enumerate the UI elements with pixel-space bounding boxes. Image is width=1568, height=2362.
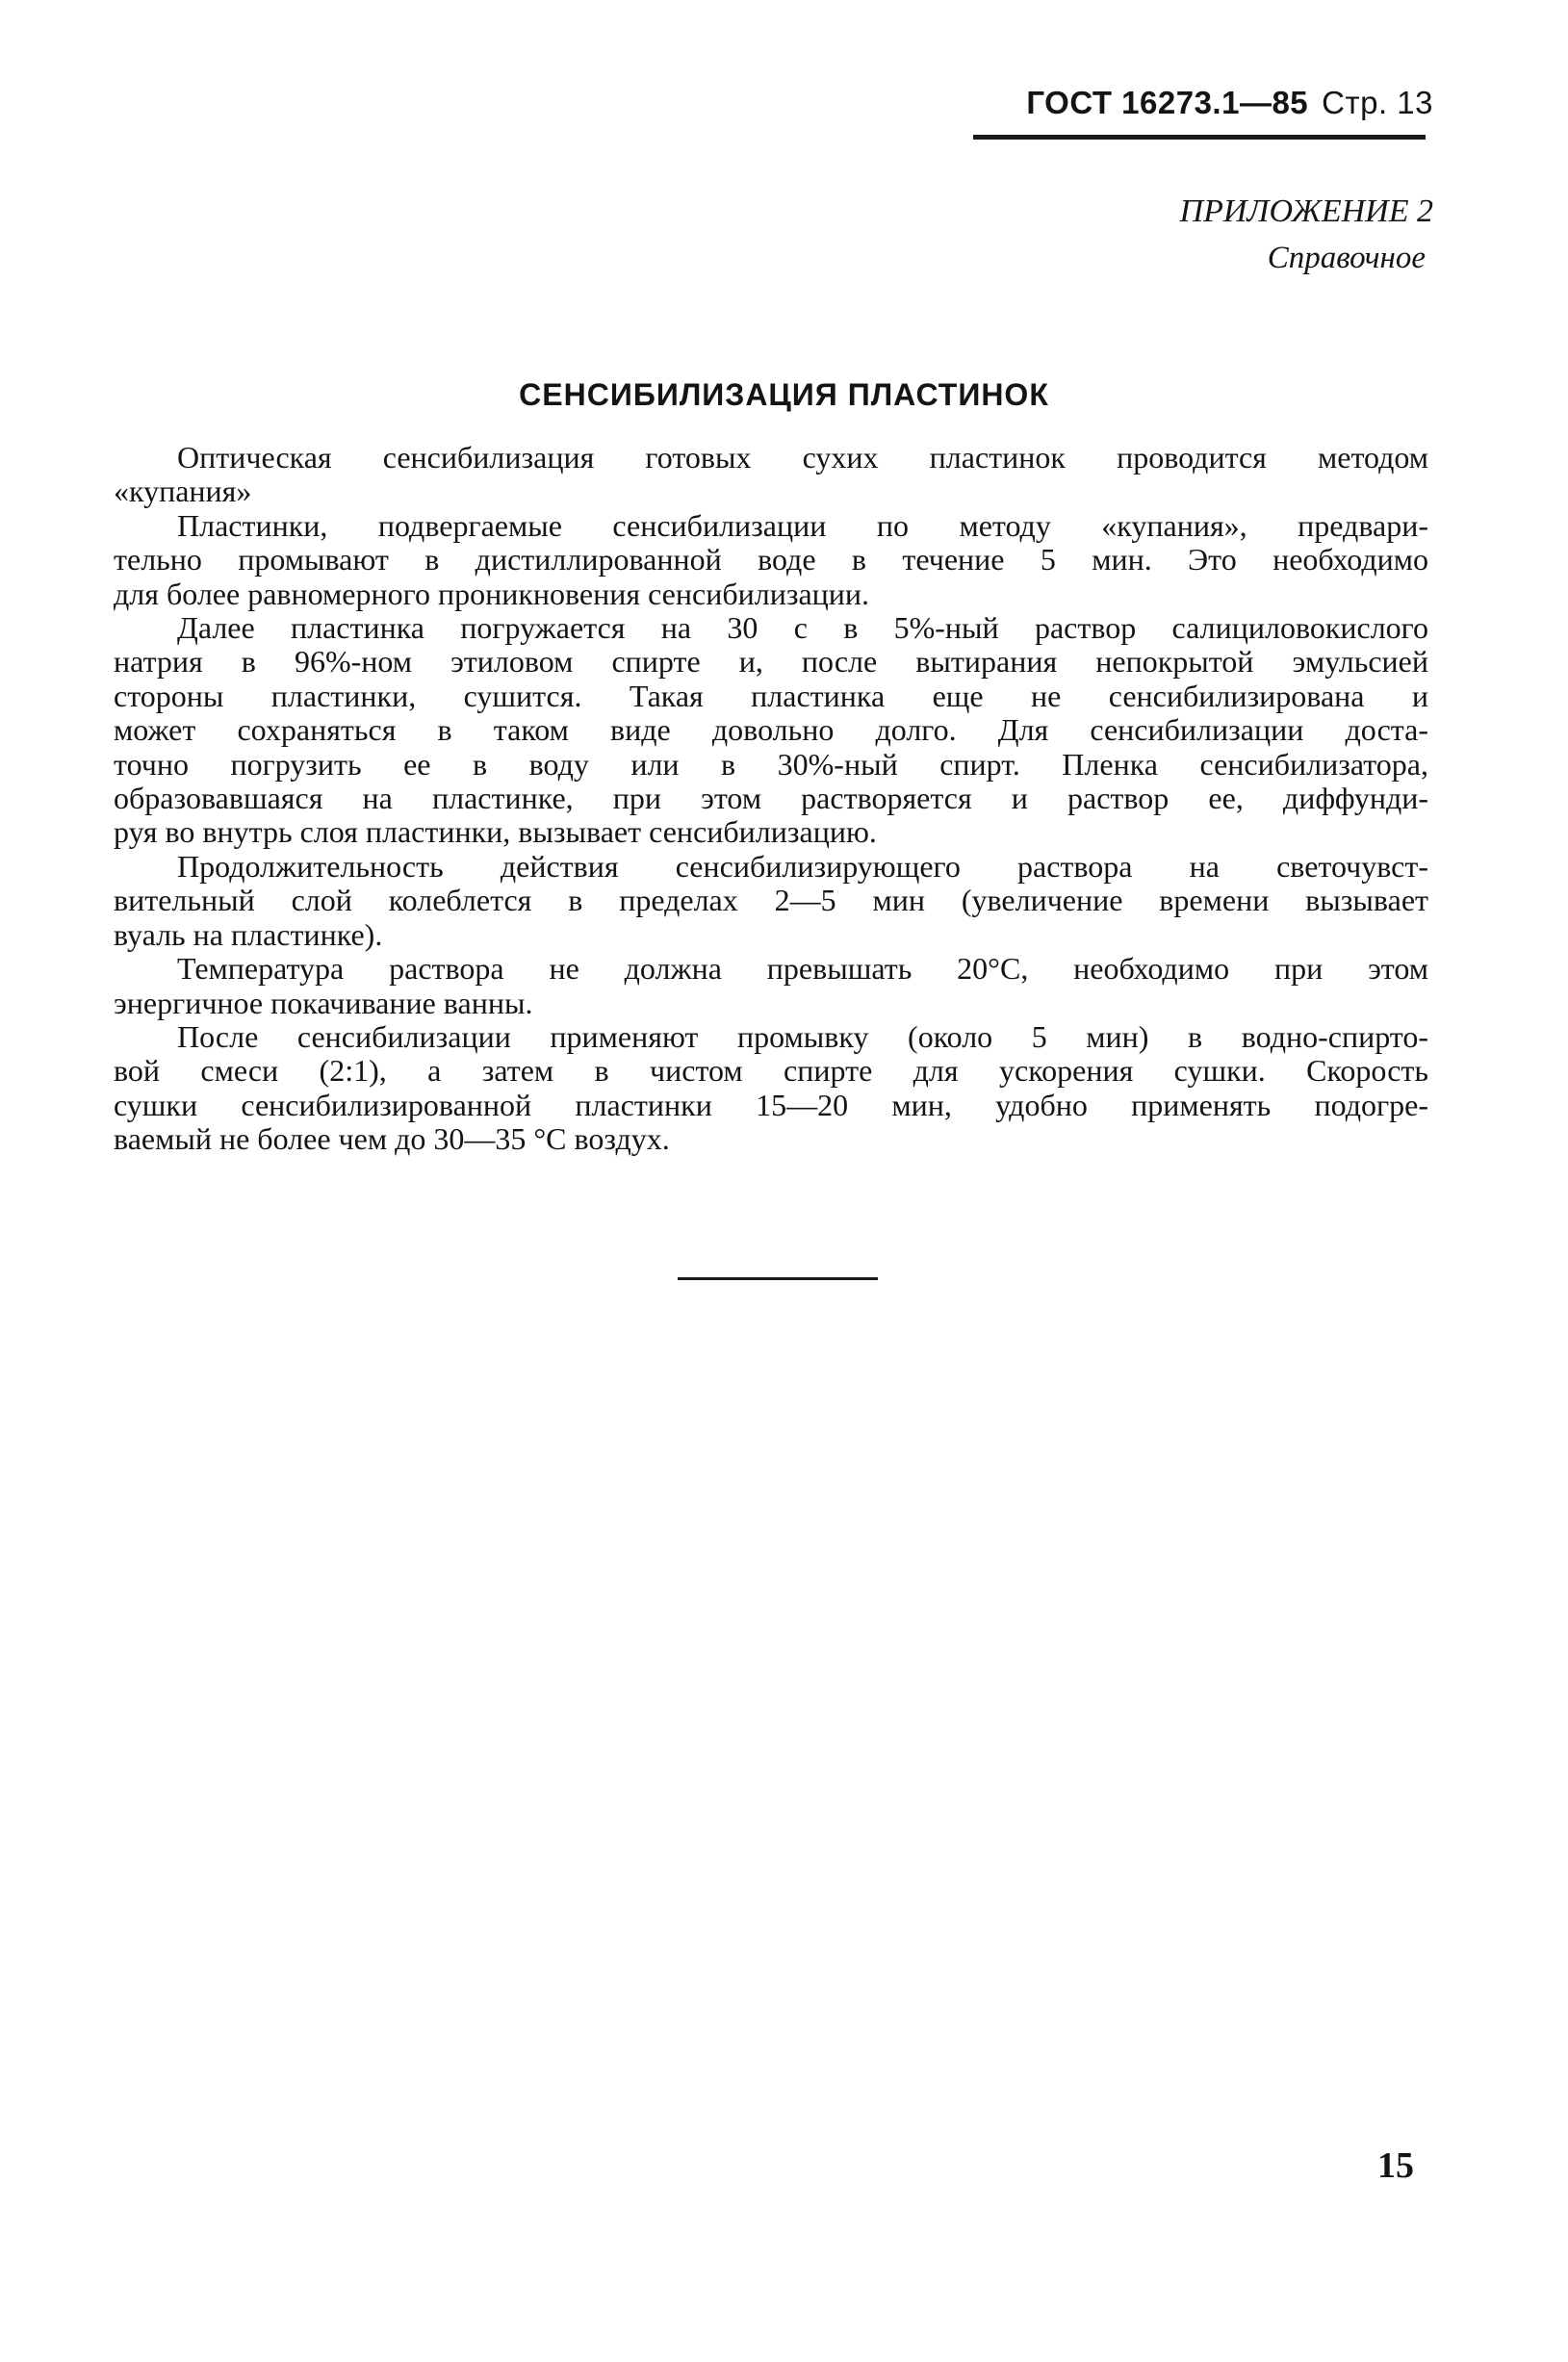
body-text bbox=[114, 441, 1428, 1157]
text-line: вуаль на пластинке). bbox=[114, 916, 383, 952]
text-line: тельно промывают в дистиллированной воде в течение 5 мин. Это необходимо bbox=[114, 542, 1428, 578]
page-reference: Стр. 13 bbox=[1322, 85, 1433, 120]
appendix-kind: Справочное bbox=[1267, 241, 1426, 275]
header-divider bbox=[973, 135, 1426, 140]
page-number: 15 bbox=[1377, 2145, 1414, 2186]
text-line: натрия в 96%-ном этиловом спирте и, после вытирания непокрытой эмульсией bbox=[114, 644, 1428, 680]
text-line: «купания» bbox=[114, 474, 252, 509]
end-divider bbox=[678, 1277, 878, 1280]
text-line: образовавшаяся на пластинке, при этом растворяется и раствор ее, диффунди- bbox=[114, 781, 1428, 816]
text-line: руя во внутрь слоя пластинки, вызывает сенсибилизацию. bbox=[114, 814, 877, 850]
text-line: Пластинки, подвергаемые сенсибилизации по методу «купания», предвари- bbox=[177, 507, 1428, 543]
text-line: вительный слой колеблется в пределах 2—5 мин (увеличение времени вызывает bbox=[114, 883, 1428, 918]
text-line: вой смеси (2:1), а затем в чистом спирте для ускорения сушки. Скорость bbox=[114, 1053, 1428, 1089]
appendix-block bbox=[1180, 189, 1433, 281]
text-line: точно погрузить ее в воду или в 30%-ный спирт. Пленка сенсибилизатора, bbox=[114, 746, 1428, 782]
paragraph bbox=[114, 1020, 1428, 1157]
text-line: для более равномерного проникновения сенсибилизации. bbox=[114, 576, 870, 611]
text-line: После сенсибилизации применяют промывку (около 5 мин) в водно-спирто- bbox=[177, 1018, 1428, 1054]
text-line: Далее пластинка погружается на 30 с в 5%-ный раствор салициловокислого bbox=[177, 610, 1428, 646]
text-line: ваемый не более чем до 30—35 °С воздух. bbox=[114, 1121, 670, 1157]
paragraph bbox=[114, 509, 1428, 611]
page-header bbox=[1026, 85, 1433, 121]
text-line: Продолжительность действия сенсибилизирующего раствора на светочувст- bbox=[177, 848, 1428, 884]
text-line: энергичное покачивание ванны. bbox=[114, 985, 533, 1020]
appendix-label: ПРИЛОЖЕНИЕ 2 bbox=[1179, 193, 1433, 229]
text-line: Оптическая сенсибилизация готовых сухих пластинок проводится методом bbox=[177, 440, 1428, 475]
paragraph bbox=[114, 611, 1428, 850]
paragraph bbox=[114, 441, 1428, 509]
text-line: сушки сенсибилизированной пластинки 15—20 мин, удобно применять подогре- bbox=[114, 1087, 1428, 1122]
standard-number: ГОСТ 16273.1—85 bbox=[1026, 85, 1309, 120]
text-line: стороны пластинки, сушится. Такая пластинка еще не сенсибилизирована и bbox=[114, 678, 1428, 713]
paragraph bbox=[114, 850, 1428, 952]
text-line: может сохраняться в таком виде довольно долго. Для сенсибилизации доста- bbox=[114, 712, 1428, 748]
paragraph bbox=[114, 952, 1428, 1020]
text-line: Температура раствора не должна превышать 20°С, необходимо при этом bbox=[177, 951, 1428, 987]
section-title: СЕНСИБИЛИЗАЦИЯ ПЛАСТИНОК bbox=[519, 377, 1049, 412]
